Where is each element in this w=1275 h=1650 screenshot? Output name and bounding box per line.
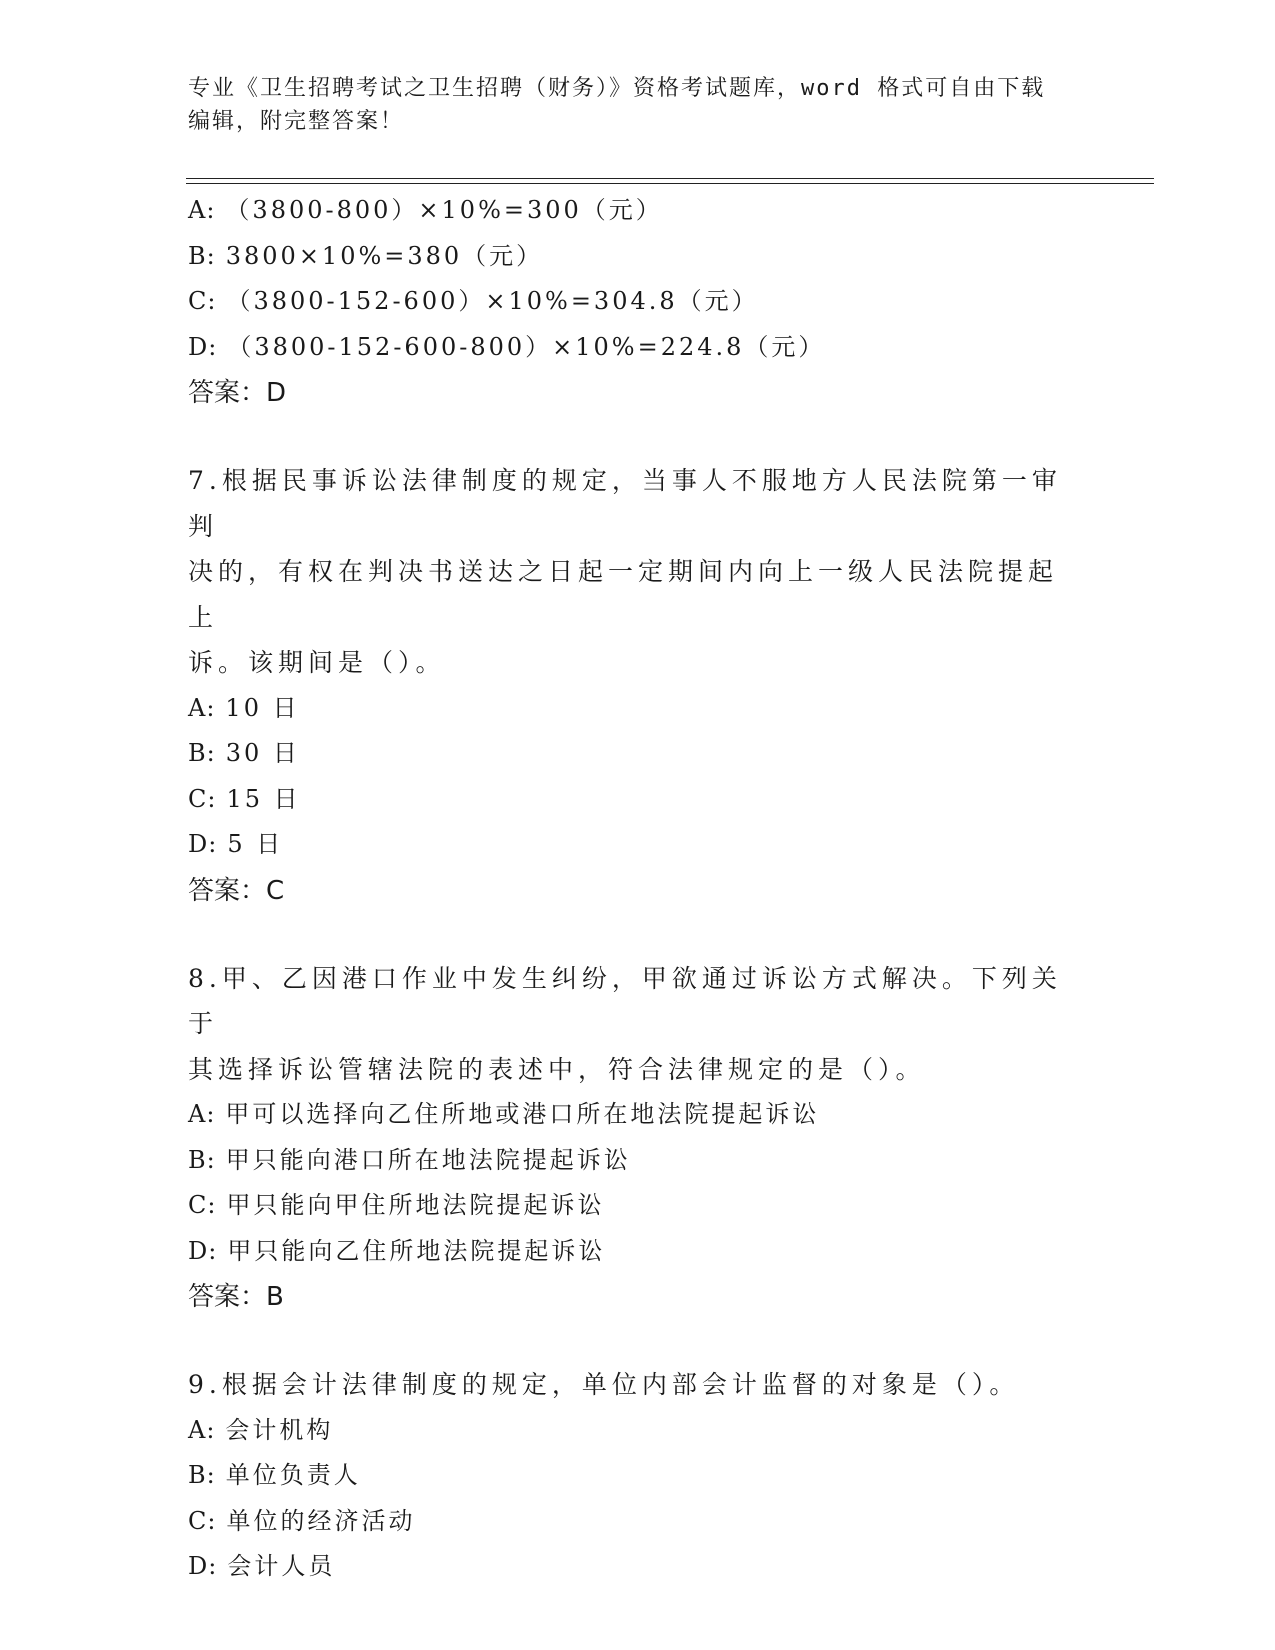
option-a: A: （3800-800）×10%=300（元） [188,196,663,224]
option-d: D: 甲只能向乙住所地法院提起诉讼 [188,1236,606,1265]
document-header [188,72,1068,138]
option-c: C: 单位的经济活动 [188,1506,416,1535]
option-d: D: 5 日 [188,830,284,858]
header-divider [186,178,1154,184]
question-stem: 9.根据会计法律制度的规定，单位内部会计监督的对象是（）。 [188,1370,1020,1399]
question-list [188,188,1088,1590]
option-d: D: （3800-152-600-800）×10%=224.8（元） [188,332,826,361]
option-c: C: 15 日 [188,784,301,813]
answer: 答案：D [188,378,287,408]
header-line-2: 编辑，附完整答案！ [188,109,405,134]
question-6 [188,188,1088,416]
option-b: B: 3800×10%=380（元） [188,241,544,270]
header-line-1: 专业《卫生招聘考试之卫生招聘（财务）》资格考试题库，word 格式可自由下载 [188,76,1046,101]
question-stem: 8.甲、乙因港口作业中发生纠纷，甲欲通过诉讼方式解决。下列关于 其选择诉讼管辖法院的表述中，符合法律规定的是（）。 [188,963,1062,1084]
answer: 答案：B [188,1282,284,1312]
option-b: B: 甲只能向港口所在地法院提起诉讼 [188,1145,631,1174]
answer: 答案：C [188,875,285,906]
option-a: A: 甲可以选择向乙住所地或港口所在地法院提起诉讼 [188,1100,820,1128]
option-a: A: 10 日 [188,693,300,722]
option-a: A: 会计机构 [188,1415,334,1444]
question-8 [188,956,1088,1321]
question-9 [188,1362,1088,1590]
question-7 [188,458,1088,914]
option-c: C: （3800-152-600）×10%=304.8（元） [188,287,759,315]
option-c: C: 甲只能向甲住所地法院提起诉讼 [188,1191,605,1219]
option-b: B: 单位负责人 [188,1461,361,1489]
option-b: B: 30 日 [188,739,300,767]
question-stem: 7.根据民事诉讼法律制度的规定，当事人不服地方人民法院第一审判 决的，有权在判决书送达之日起一定期间内向上一级人民法院提起上 诉。该期间是（）。 [188,466,1062,677]
option-d: D: 会计人员 [188,1552,336,1580]
